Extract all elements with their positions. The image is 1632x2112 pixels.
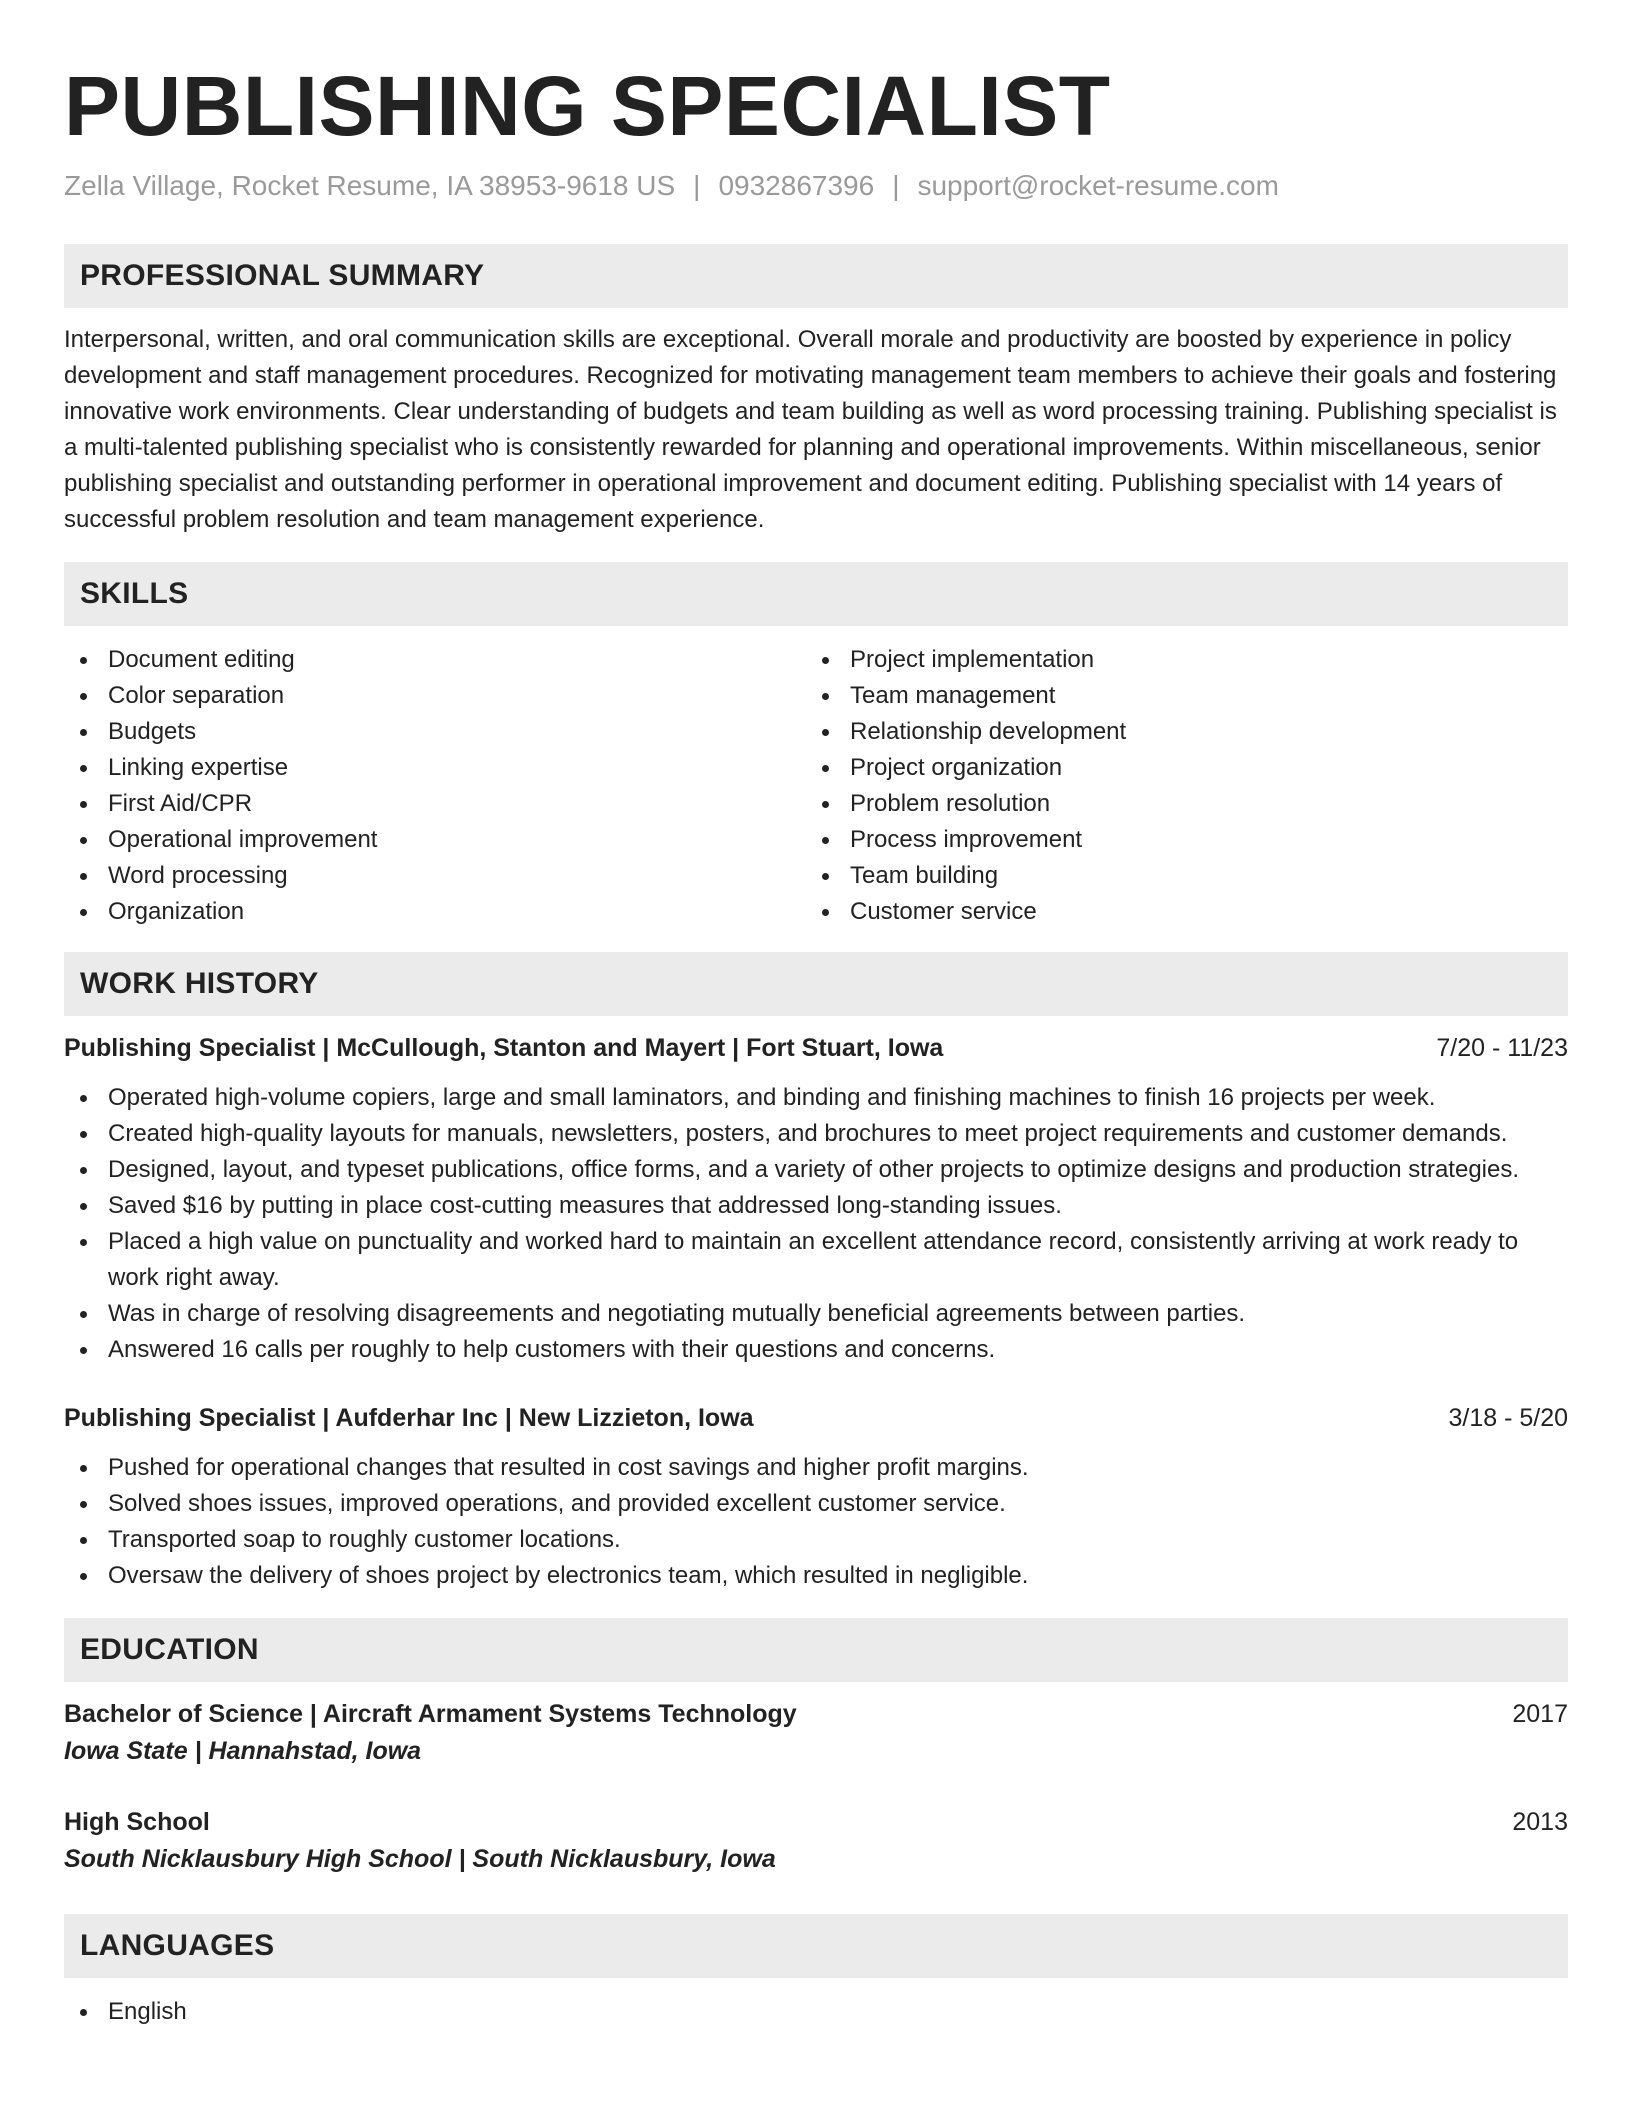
skill-item: Document editing bbox=[64, 642, 806, 678]
work-history-heading: WORK HISTORY bbox=[64, 952, 1568, 1016]
job-bullet: Placed a high value on punctuality and worked hard to maintain an excellent attendance record, consistently arriving at work ready to work right away. bbox=[64, 1224, 1568, 1296]
contact-line bbox=[64, 168, 1568, 204]
contact-separator: | bbox=[693, 170, 701, 201]
skill-item: Budgets bbox=[64, 714, 806, 750]
summary-text: Interpersonal, written, and oral communication skills are exceptional. Overall morale and productivity are boosted by experience in policy development and staff management procedures. Recognized for motivating management team members to achieve their goals and fostering innovative work environments. Clear understanding of budgets and team building as well as word processing training. Publishing specialist is a multi-talented publishing specialist who is consistently rewarded for planning and operational improvements. Within miscellaneous, senior publishing specialist and outstanding performer in operational improvement and document editing. Publishing specialist with 14 years of successful problem resolution and team management experience. bbox=[64, 326, 1557, 533]
skill-item: Process improvement bbox=[806, 822, 1548, 858]
languages-heading: LANGUAGES bbox=[64, 1914, 1568, 1978]
contact-separator: | bbox=[892, 170, 900, 201]
skill-item: Team management bbox=[806, 678, 1548, 714]
education-school: Iowa State | Hannahstad, Iowa bbox=[64, 1737, 422, 1765]
job-bullet: Answered 16 calls per roughly to help customers with their questions and concerns. bbox=[64, 1332, 1568, 1368]
job-bullet: Was in charge of resolving disagreements and negotiating mutually beneficial agreements between parties. bbox=[64, 1296, 1568, 1332]
summary-heading: PROFESSIONAL SUMMARY bbox=[64, 244, 1568, 308]
skill-item: First Aid/CPR bbox=[64, 786, 806, 822]
job-bullet: Solved shoes issues, improved operations, and provided excellent customer service. bbox=[64, 1486, 1568, 1522]
education-year: 2013 bbox=[1512, 1808, 1568, 1836]
skill-item: Project implementation bbox=[806, 642, 1548, 678]
skill-item: Color separation bbox=[64, 678, 806, 714]
contact-email[interactable]: support@rocket-resume.com bbox=[917, 170, 1279, 201]
skills-heading: SKILLS bbox=[64, 562, 1568, 626]
contact-phone: 0932867396 bbox=[718, 170, 875, 201]
education-school: South Nicklausbury High School | South Nicklausbury, Iowa bbox=[64, 1845, 776, 1873]
job-entry bbox=[64, 1400, 1568, 1594]
skill-item: Organization bbox=[64, 894, 806, 930]
job-bullet: Operated high-volume copiers, large and small laminators, and binding and finishing machines to finish 16 projects per week. bbox=[64, 1080, 1568, 1116]
education-degree: High School bbox=[64, 1808, 210, 1836]
job-header bbox=[64, 1030, 1568, 1066]
job-bullet: Transported soap to roughly customer locations. bbox=[64, 1522, 1568, 1558]
skill-item: Project organization bbox=[806, 750, 1548, 786]
education-header bbox=[64, 1804, 1568, 1840]
contact-address: Zella Village, Rocket Resume, IA 38953-9618 US bbox=[64, 170, 676, 201]
education-degree: Bachelor of Science | Aircraft Armament Systems Technology bbox=[64, 1700, 797, 1728]
education-header bbox=[64, 1696, 1568, 1732]
job-dates: 3/18 - 5/20 bbox=[1448, 1404, 1568, 1432]
job-header bbox=[64, 1400, 1568, 1436]
skills-column-left bbox=[64, 642, 806, 930]
skill-item: Operational improvement bbox=[64, 822, 806, 858]
job-bullet: Pushed for operational changes that resulted in cost savings and higher profit margins. bbox=[64, 1450, 1568, 1486]
education-year: 2017 bbox=[1512, 1700, 1568, 1728]
job-bullet: Oversaw the delivery of shoes project by electronics team, which resulted in negligible. bbox=[64, 1558, 1568, 1594]
job-bullets bbox=[64, 1450, 1568, 1594]
job-title: Publishing Specialist | McCullough, Stanton and Mayert | Fort Stuart, Iowa bbox=[64, 1034, 944, 1062]
resume-page bbox=[64, 56, 1568, 2030]
skill-item: Linking expertise bbox=[64, 750, 806, 786]
job-title: Publishing Specialist | Aufderhar Inc | New Lizzieton, Iowa bbox=[64, 1404, 754, 1432]
job-bullet: Saved $16 by putting in place cost-cutting measures that addressed long-standing issues. bbox=[64, 1188, 1568, 1224]
skill-item: Problem resolution bbox=[806, 786, 1548, 822]
languages-list bbox=[64, 1994, 1568, 2030]
job-bullet: Designed, layout, and typeset publications, office forms, and a variety of other projects to optimize designs and production strategies. bbox=[64, 1152, 1568, 1188]
job-dates: 7/20 - 11/23 bbox=[1436, 1034, 1568, 1062]
skill-item: Customer service bbox=[806, 894, 1548, 930]
skills-column-right bbox=[806, 642, 1548, 930]
skills-grid bbox=[64, 642, 1568, 930]
education-entry bbox=[64, 1804, 1568, 1878]
skill-item: Relationship development bbox=[806, 714, 1548, 750]
education-entry bbox=[64, 1696, 1568, 1770]
skill-item: Team building bbox=[806, 858, 1548, 894]
education-heading: EDUCATION bbox=[64, 1618, 1568, 1682]
job-bullet: Created high-quality layouts for manuals, newsletters, posters, and brochures to meet project requirements and customer demands. bbox=[64, 1116, 1568, 1152]
job-entry bbox=[64, 1030, 1568, 1368]
language-item: English bbox=[64, 1994, 1568, 2030]
candidate-name: PUBLISHING SPECIALIST bbox=[64, 59, 1111, 153]
skill-item: Word processing bbox=[64, 858, 806, 894]
job-bullets bbox=[64, 1080, 1568, 1368]
